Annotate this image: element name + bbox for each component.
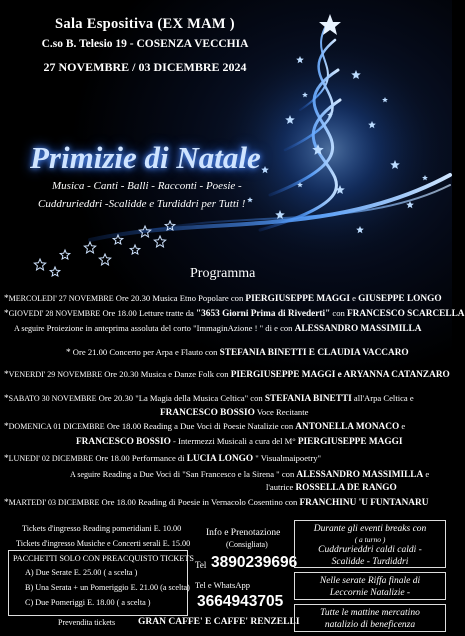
subtitle-line-2: Cuddrurieddri -Scalidde e Turdiddri per Tutti ! [38, 198, 246, 210]
event-description-tail: Voce Recitante [254, 407, 309, 417]
presale-places: GRAN CAFFE' E CAFFE' RENZELLI [138, 617, 300, 627]
program-line [4, 307, 465, 320]
event-bullet: * [4, 370, 9, 380]
info-sub: (Consigliata) [226, 540, 268, 549]
event-performers: ROSSELLA DE RANGO [295, 483, 397, 493]
program-line [266, 481, 397, 494]
event-performers: LUCIA LONGO [186, 454, 254, 464]
event-performers: PIERGIUSEPPE MAGGI [245, 294, 351, 304]
event-performers: ALESSANDRO MASSIMILLA [296, 470, 424, 480]
event-description: Ore 20.30 "La Magia della Musica Celtica" con [96, 393, 265, 403]
event-performers: PIERGIUSEPPE MAGGI e ARYANNA CATANZARO [230, 370, 450, 380]
package-c: C) Due Pomeriggi E. 18.00 ( a scelta ) [25, 598, 151, 607]
event-bullet: * [4, 498, 9, 508]
tel-prefix: Tel [195, 560, 207, 570]
program-heading: Programma [190, 266, 256, 281]
event-performers: STEFANIA BINETTI E CLAUDIA VACCARO [219, 348, 409, 358]
program-line [14, 322, 421, 335]
event-bullet: * [4, 394, 9, 404]
event-description-tail: con [330, 308, 347, 318]
breaks-line-1: Durante gli eventi breaks con [313, 524, 427, 534]
event-description: Ore 18.00 Reading di Poesie in Vernacolo Cosentino con [99, 497, 300, 507]
event-performers: FRANCHINU 'U FUNTANARU [299, 498, 429, 508]
star-outline-icon [60, 250, 70, 259]
event-day: DOMENICA 01 DICEMBRE [8, 422, 105, 431]
program-line [160, 406, 308, 419]
event-bullet: * [4, 294, 9, 304]
program-line [4, 452, 321, 465]
star-outline-icon [50, 267, 60, 276]
event-description-tail: - Intermezzi Musicali a cura del M° [170, 436, 298, 446]
raffle-line-2: Leccornie Natalizie - [329, 588, 411, 598]
event-bullet: * [66, 348, 71, 358]
ticket-reading-price: Tickets d'ingresso Reading pomeridiani E. 10.00 [22, 524, 182, 533]
event-day: MERCOLEDI' 27 NOVEMBRE [8, 294, 114, 303]
event-description: Ore 21.00 Concerto per Arpa e Flauto con [70, 347, 220, 357]
event-description-tail: e [399, 421, 406, 431]
event-description-tail: all'Arpa Celtica e [351, 393, 414, 403]
program-line [4, 420, 405, 433]
event-day: A seguire [70, 470, 101, 479]
event-description: Ore 20.30 Musica e Danze Folk con [102, 369, 231, 379]
program-line [70, 468, 429, 481]
subtitle-line-1: Musica - Canti - Balli - Racconti - Poesie - [52, 180, 242, 192]
event-description: l'autrice [266, 482, 296, 492]
presale-label: Prevendita tickets [58, 618, 116, 627]
program-line [4, 292, 442, 305]
raffle-note-box [294, 572, 446, 600]
breaks-line-4: Scalidde - Turdiddri [331, 557, 409, 567]
event-description-tail: e [423, 469, 430, 479]
whatsapp-label: Tel e WhatsApp [195, 580, 250, 590]
packages-box [8, 550, 194, 616]
event-description: Reading a Due Voci di "San Francesco e la Sirena " con [100, 469, 297, 479]
raffle-line-1: Nelle serate Riffa finale di [319, 576, 421, 586]
event-description: Ore 18.00 Performance di [93, 453, 187, 463]
breaks-line-3: Cuddrurieddri caldi caldi - [318, 545, 422, 555]
event-performers-2: GIUSEPPE LONGO [358, 294, 442, 304]
event-day: GIOVEDI' 28 NOVEMBRE [8, 309, 101, 318]
event-description: Ore 20.30 Musica Etno Popolare con [113, 293, 246, 303]
event-performers: ANTONELLA MONACO [295, 422, 400, 432]
event-performers: "3653 Giorni Prima di Rivederti" [196, 309, 331, 319]
event-day: VENERDI' 29 NOVEMBRE [8, 370, 103, 379]
event-performers-2: FRANCESCO SCARCELLA [346, 309, 465, 319]
star-outline-icon [130, 245, 140, 254]
venue-address: C.so B. Telesio 19 - COSENZA VECCHIA [41, 38, 249, 50]
program-line [4, 496, 428, 509]
star-outline-icon [34, 259, 45, 270]
event-description: Proiezione in anteprima assoluta del corto "ImmaginAzione ! " di e con [44, 323, 295, 333]
program-line [4, 392, 414, 405]
star-outline-icon [154, 236, 165, 247]
event-day: A seguire [14, 324, 45, 333]
ticket-evening-price: Tickets d'ingresso Musiche e Concerti serali E. 15.00 [16, 539, 191, 548]
event-description-tail: " Visualmaipoetry" [253, 453, 322, 463]
event-performers: FRANCESCO BOSSIO [76, 437, 171, 447]
event-bullet: * [4, 309, 9, 319]
event-title: Primizie di Natale [30, 140, 261, 175]
event-performers: STEFANIA BINETTI [264, 394, 352, 404]
program-line [76, 435, 402, 448]
phone-number[interactable]: 3890239696 [211, 554, 298, 571]
program-line [66, 346, 409, 359]
package-b: B) Una Serata + un Pomeriggio E. 21.00 (a scelta) [25, 583, 190, 592]
market-line-1: Tutte le mattine mercatino [320, 608, 420, 618]
event-description-tail: e [350, 293, 359, 303]
event-performers: ALESSANDRO MASSIMILLA [294, 324, 422, 334]
packages-title: PACCHETTI SOLO CON PREACQUISTO TICKETS [13, 554, 194, 563]
breaks-note-box [294, 520, 446, 568]
event-dates: 27 NOVEMBRE / 03 DICEMBRE 2024 [43, 60, 247, 74]
event-bullet: * [4, 422, 9, 432]
star-outline-icon [84, 242, 95, 253]
event-description: Ore 18.00 Reading a Due Voci di Poesie Natalizie con [104, 421, 296, 431]
market-line-2: natalizio di beneficenza [324, 620, 416, 630]
event-day: SABATO 30 NOVEMBRE [8, 394, 97, 403]
whatsapp-number[interactable]: 3664943705 [197, 593, 284, 610]
event-performers: FRANCESCO BOSSIO [160, 408, 255, 418]
event-performers-2: PIERGIUSEPPE MAGGI [297, 437, 403, 447]
star-outline-icon [99, 254, 110, 265]
info-label: Info e Prenotazione [206, 528, 281, 538]
event-day: LUNEDI' 02 DICEMBRE [8, 454, 94, 463]
event-description: Ore 18.00 Letture tratte da [100, 308, 196, 318]
market-note-box [294, 604, 446, 632]
event-bullet: * [4, 454, 9, 464]
venue-name: Sala Espositiva (EX MAM ) [55, 16, 235, 32]
package-a: A) Due Serate E. 25.00 ( a scelta ) [25, 568, 138, 577]
breaks-line-2: ( a turno ) [354, 535, 386, 544]
program-line [4, 368, 450, 381]
event-day: MARTEDI' 03 DICEMBRE [8, 498, 100, 507]
